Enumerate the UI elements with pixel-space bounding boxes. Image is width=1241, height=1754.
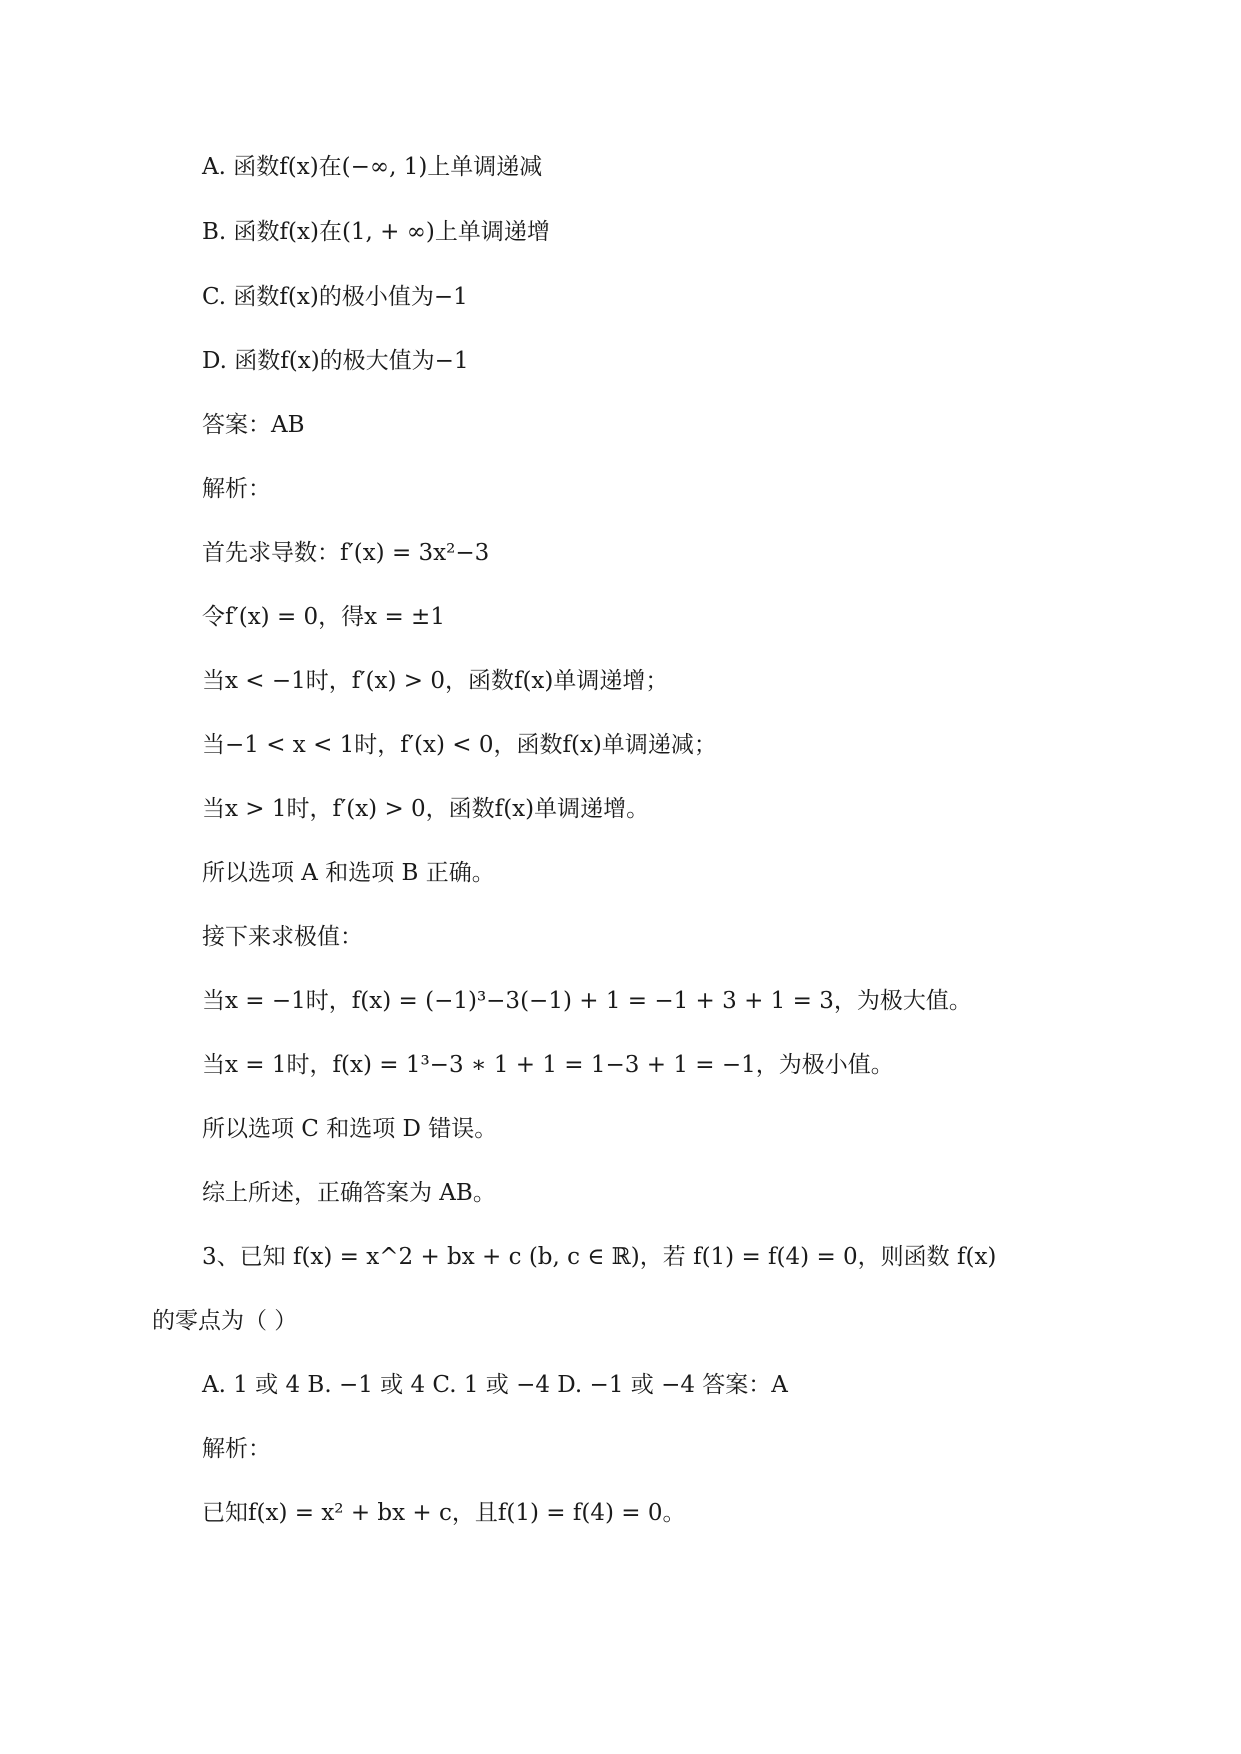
- conclusion-ab-line: 所以选项 A 和选项 B 正确。: [202, 860, 495, 886]
- critical-points-line: 令f′(x) = 0，得x = ±1: [202, 604, 445, 630]
- option-c-line: C. 函数f(x)的极小值为−1: [202, 284, 468, 310]
- extrema-heading: 接下来求极值：: [202, 924, 363, 950]
- question-3-options-line: A. 1 或 4 B. −1 或 4 C. 1 或 −4 D. −1 或 −4 答案：A: [202, 1372, 788, 1398]
- option-b-line: B. 函数f(x)在(1, + ∞)上单调递增: [202, 219, 550, 245]
- option-a-line: A. 函数f(x)在(−∞, 1)上单调递减: [202, 154, 543, 180]
- analysis-heading: 解析：: [202, 476, 271, 502]
- min-value-line: 当x = 1时，f(x) = 1³−3 ∗ 1 + 1 = 1−3 + 1 = −1，为极小值。: [202, 1052, 894, 1078]
- option-d-line: D. 函数f(x)的极大值为−1: [202, 348, 469, 374]
- analysis-heading-2: 解析：: [202, 1436, 271, 1462]
- derivative-line: 首先求导数：f′(x) = 3x²−3: [202, 540, 490, 566]
- interval-3-line: 当x > 1时，f′(x) > 0，函数f(x)单调递增。: [202, 796, 650, 822]
- interval-2-line: 当−1 < x < 1时，f′(x) < 0，函数f(x)单调递减；: [202, 732, 717, 758]
- answer-line: 答案：AB: [202, 412, 305, 438]
- summary-line: 综上所述，正确答案为 AB。: [202, 1180, 496, 1206]
- given-line: 已知f(x) = x² + bx + c，且f(1) = f(4) = 0。: [202, 1500, 686, 1526]
- question-3-continuation: 的零点为（ ）: [152, 1308, 298, 1334]
- max-value-line: 当x = −1时，f(x) = (−1)³−3(−1) + 1 = −1 + 3 + 1 = 3，为极大值。: [202, 988, 972, 1014]
- conclusion-cd-line: 所以选项 C 和选项 D 错误。: [202, 1116, 498, 1142]
- interval-1-line: 当x < −1时，f′(x) > 0，函数f(x)单调递增；: [202, 668, 669, 694]
- question-3-line: 3、已知 f(x) = x^2 + bx + c (b, c ∈ ℝ)，若 f(1) = f(4) = 0，则函数 f(x): [202, 1244, 997, 1270]
